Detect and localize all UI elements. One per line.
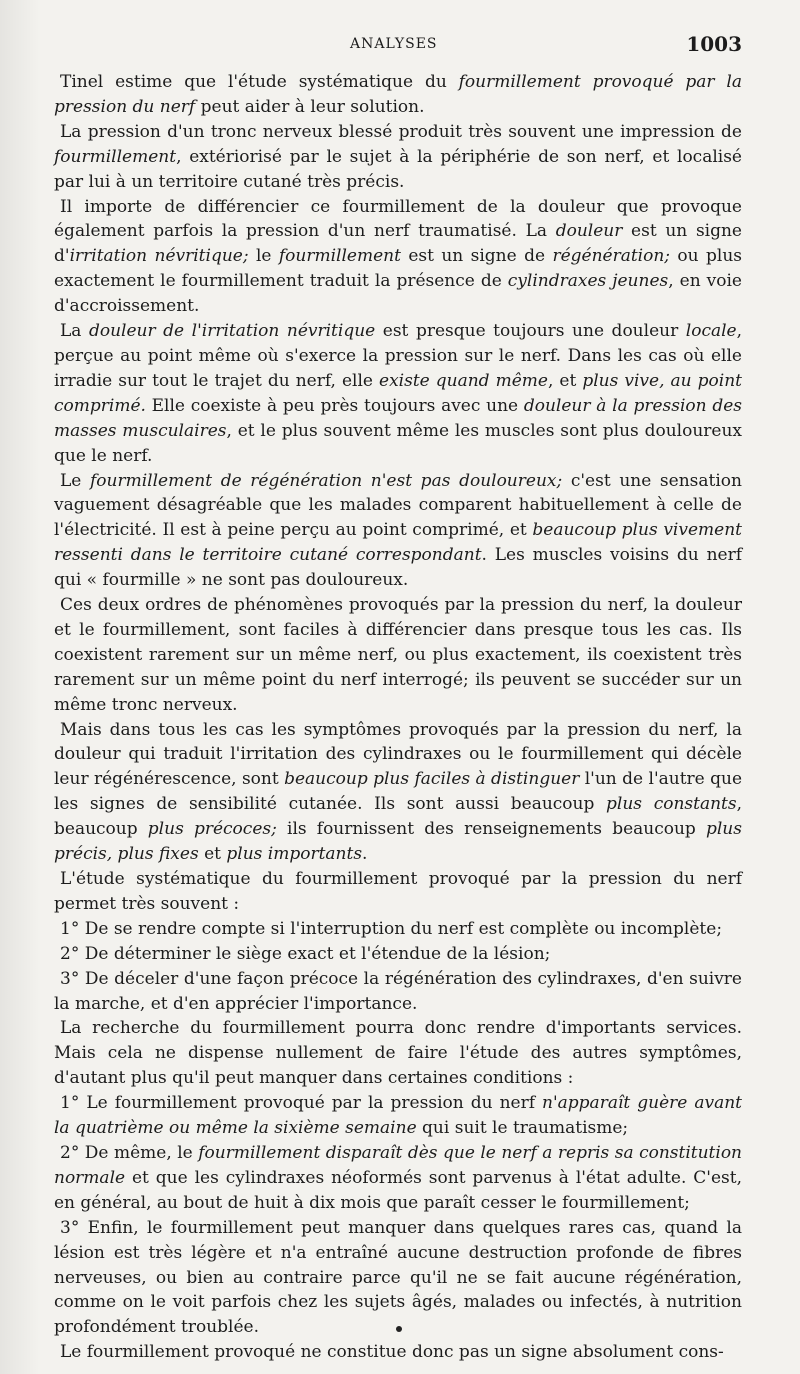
text-run: c'est une sensation vaguement désagréable que les malades comparent habituellement à celle de l'électricité. Il est à peine perçu au point comprimé, et <box>54 470 742 541</box>
text-run: Mais dans tous les cas les symptômes provoqués par la pression du nerf, la douleur qui traduit l'irritation des cylindraxes ou le fourmillement qui décèle leur régénérescence, sont <box>54 719 742 790</box>
text-run: et <box>198 844 227 865</box>
italic-text-run: plus constants <box>606 794 737 815</box>
italic-text-run: fourmillement disparaît dès que le nerf a repris sa constitution normale <box>54 1142 742 1188</box>
running-title: ANALYSES <box>350 36 438 52</box>
text-run: L'étude systématique du fourmillement provoqué par la pression du nerf permet très souvent : <box>54 869 742 914</box>
text-run: le <box>248 246 279 267</box>
italic-text-run: plus précoces; <box>147 819 277 840</box>
text-run: . <box>362 844 368 865</box>
text-run: et que les cylindraxes néoformés sont parvenus à l'état adulte. C'est, en général, au bout de huit à dix mois que paraît cesser le fourmillement; <box>54 1167 742 1213</box>
article-body <box>54 70 742 1365</box>
text-run: Le fourmillement provoqué ne constitue donc pas un signe absolument cons- <box>60 1342 724 1363</box>
paragraph <box>54 967 742 1017</box>
italic-text-run: régénération; <box>552 246 671 267</box>
paragraph <box>54 1216 742 1341</box>
text-run: , et <box>547 370 583 391</box>
text-run: ils fournissent des renseignements beaucoup <box>276 819 706 840</box>
text-run: La pression d'un tronc nerveux blessé produit très souvent une impression de <box>60 121 742 142</box>
italic-text-run: fourmillement de régénération n'est pas douloureux; <box>90 470 563 491</box>
paragraph <box>54 867 742 917</box>
italic-text-run: douleur de l'irritation névritique <box>88 321 376 342</box>
italic-text-run: fourmillement provoqué par la pression du nerf <box>54 72 742 117</box>
italic-text-run: n'apparaît guère avant la quatrième ou même la sixième semaine <box>54 1093 742 1139</box>
italic-text-run: douleur <box>555 221 623 242</box>
paragraph <box>54 718 742 867</box>
ink-dot <box>396 1326 402 1332</box>
text-run: , perçue au point même où s'exerce la pression sur le nerf. Dans les cas où elle irradie sur tout le trajet du nerf, elle <box>54 321 742 391</box>
text-run: peut aider à leur solution. <box>195 96 425 117</box>
text-run: qui suit le traumatisme; <box>416 1118 629 1139</box>
italic-text-run: plus vive, au point comprimé. <box>54 370 743 416</box>
text-run: 2° De même, le <box>60 1142 199 1163</box>
paragraph <box>54 319 742 468</box>
text-run: Il importe de différencier ce fourmillement de la douleur que provoque également parfois la pression d'un nerf traumatisé. La <box>54 196 742 242</box>
text-run: est un signe de <box>400 246 553 267</box>
italic-text-run: cylindraxes jeunes <box>507 271 669 292</box>
italic-text-run: plus importants <box>226 844 363 865</box>
italic-text-run: douleur à la pression des masses musculaires <box>54 395 742 441</box>
text-run: 3° De déceler d'une façon précoce la régénération des cylindraxes, d'en suivre la marche, et d'en apprécier l'importance. <box>54 968 742 1014</box>
italic-text-run: plus précis, plus fixes <box>54 819 742 865</box>
text-run: , en voie d'accroissement. <box>54 271 742 317</box>
paragraph <box>54 70 742 120</box>
paragraph <box>54 593 742 718</box>
paragraph <box>54 917 742 942</box>
paragraph <box>54 195 742 320</box>
italic-text-run: locale <box>685 321 737 342</box>
text-run: 2° De déterminer le siège exact et l'étendue de la lésion; <box>60 943 551 964</box>
text-run: Le <box>60 470 90 491</box>
text-run: 1° De se rendre compte si l'interruption du nerf est complète ou incomplète; <box>60 918 723 939</box>
text-run: , beaucoup <box>54 794 742 840</box>
text-run: La <box>60 321 89 342</box>
italic-text-run: fourmillement <box>278 246 401 267</box>
text-run: l'un de l'autre que les signes de sensibilité cutanée. Ils sont aussi beaucoup <box>54 769 743 815</box>
paragraph <box>54 469 742 594</box>
paragraph <box>54 1141 742 1216</box>
text-run: 1° Le fourmillement provoqué par la pression du nerf <box>60 1093 543 1114</box>
text-run: , et le plus souvent même les muscles sont plus douloureux que le nerf. <box>54 420 742 466</box>
text-run: 3° Enfin, le fourmillement peut manquer dans quelques rares cas, quand la lésion est très légère et n'a entraîné aucune destruction profonde de fibres nerveuses, ou bien au contraire parce qu'il ne se fait aucune régénération, comme on le voit parfois chez les sujets âgés, malades ou infectés, à nutrition profondément troublée. <box>54 1217 742 1338</box>
italic-text-run: fourmillement <box>54 146 177 167</box>
text-run: Ces deux ordres de phénomènes provoqués par la pression du nerf, la douleur et le fourmillement, sont faciles à différencier dans presque tous les cas. Ils coexistent rarement sur un même nerf, ou plus exactement, ils coexistent très rarement sur un même point du nerf interrogé; ils peuvent se succéder sur un même tronc nerveux. <box>54 595 742 715</box>
text-run: . Les muscles voisins du nerf qui « fourmille » ne sont pas douloureux. <box>54 545 742 591</box>
text-run: La recherche du fourmillement pourra donc rendre d'importants services. Mais cela ne dispense nullement de faire l'étude des autres symptômes, d'autant plus qu'il peut manquer dans certaines conditions : <box>54 1018 742 1089</box>
page-number: 1003 <box>686 32 742 56</box>
text-run: Elle coexiste à peu près toujours avec une <box>145 395 524 416</box>
italic-text-run: beaucoup plus vivement ressenti dans le territoire cutané correspondant <box>54 520 742 566</box>
text-run: , extériorisé par le sujet à la périphérie de son nerf, et localisé par lui à un territoire cutané très précis. <box>54 146 742 192</box>
text-run: ou plus exactement le fourmillement traduit la présence de <box>54 246 743 292</box>
paragraph <box>54 942 742 967</box>
page-header <box>60 34 740 58</box>
italic-text-run: existe quand même <box>379 370 548 391</box>
text-run: est un signe d' <box>54 221 742 267</box>
italic-text-run: irritation névritique; <box>69 246 249 267</box>
paragraph <box>54 1340 742 1365</box>
text-run: Tinel estime que l'étude systématique du <box>60 72 459 92</box>
paragraph <box>54 120 742 195</box>
paragraph <box>54 1016 742 1091</box>
paragraph <box>54 1091 742 1141</box>
italic-text-run: beaucoup plus faciles à distinguer <box>284 769 580 790</box>
text-run: est presque toujours une douleur <box>375 321 686 342</box>
